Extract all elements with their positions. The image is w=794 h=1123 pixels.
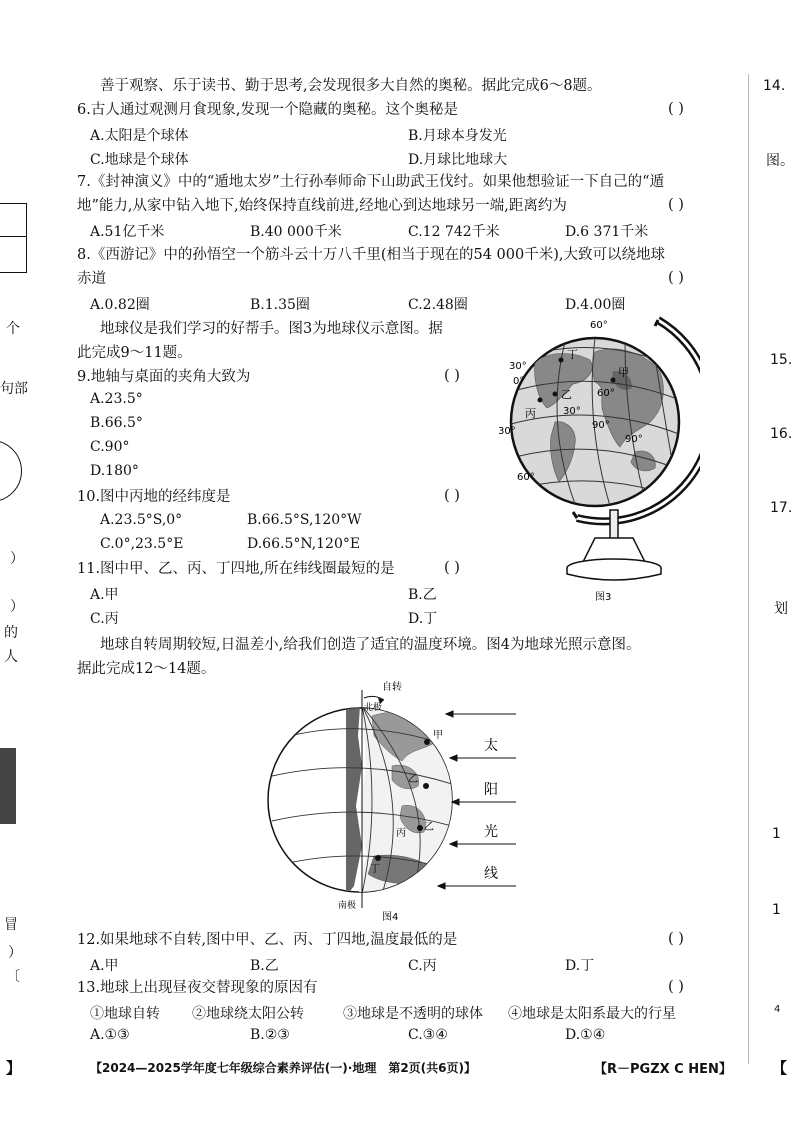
- q8-stem-line2: 赤道: [77, 271, 106, 287]
- q11-option-d: D.丁: [408, 611, 438, 627]
- q13-statement-1: ①地球自转: [90, 1006, 160, 1022]
- q9-stem: 9.地轴与桌面的夹角大致为: [77, 369, 251, 385]
- footer-code: 【R－PGZX C HEN】: [594, 1062, 732, 1077]
- right-margin-q14: 14.: [763, 78, 786, 94]
- q7-stem-line2: 地”能力,从家中钻入地下,始终保持直线前进,经地心到达地球另一端,距离约为: [77, 198, 567, 214]
- q10-stem: 10.图中丙地的经纬度是: [77, 489, 231, 505]
- q13-statement-2: ②地球绕太阳公转: [192, 1006, 304, 1022]
- q13-statement-4: ④地球是太阳系最大的行星: [508, 1006, 676, 1022]
- q11-option-b: B.乙: [408, 587, 437, 603]
- fig3-lon-90: 90°: [592, 420, 610, 431]
- footer-left-bracket: 】: [6, 1059, 22, 1077]
- q13-option-c: C.③④: [408, 1027, 448, 1043]
- left-margin-text-5: 的: [4, 625, 18, 641]
- left-margin-text-9: 〔: [6, 969, 20, 985]
- fig4-south-pole: 南极: [338, 901, 357, 911]
- left-margin-text-7: 冒: [4, 917, 18, 933]
- fig3-caption: 图3: [595, 592, 612, 603]
- right-margin-num-2: 1: [772, 902, 781, 918]
- q10-option-a: A.23.5°S,0°: [100, 512, 183, 528]
- left-margin-text-1: 个: [6, 321, 20, 337]
- fig4-label-jia: 甲: [433, 730, 443, 741]
- left-margin-box: [0, 203, 27, 273]
- fig3-lon-60: 60°: [597, 388, 615, 399]
- q12-option-c: C.丙: [408, 958, 437, 974]
- q9-answer-paren: ( ): [444, 368, 460, 384]
- fig4-label-ding: 丁: [370, 864, 380, 875]
- fig3-label-yi: 乙: [561, 388, 572, 401]
- intro-12-14-line1: 地球自转周期较短,日温差小,给我们创造了适宜的温度环境。图4为地球光照示意图。: [100, 637, 641, 653]
- q12-option-d: D.丁: [565, 958, 595, 974]
- fig3-lon-90b: 90°: [625, 434, 643, 445]
- q7-option-a: A.51亿千米: [90, 224, 165, 240]
- left-margin-text-3: ）: [10, 551, 24, 567]
- fig4-label-bing: 丙: [396, 828, 406, 839]
- q13-option-b: B.②③: [250, 1027, 290, 1043]
- q8-stem-line1: 8.《西游记》中的孙悟空一个筋斗云十万八千里(相当于现在的54 000千米),大致可以绕地球: [77, 247, 665, 263]
- q7-option-d: D.6 371千米: [565, 224, 649, 240]
- q8-answer-paren: ( ): [668, 270, 684, 286]
- fig4-north-pole: 北极: [364, 703, 383, 713]
- q13-answer-paren: ( ): [668, 979, 684, 995]
- intro-12-14-line2: 据此完成12～14题。: [77, 661, 216, 677]
- q8-option-c: C.2.48圈: [408, 297, 468, 313]
- left-margin-text-6: 人: [4, 649, 18, 665]
- q13-option-a: A.①③: [90, 1027, 130, 1043]
- q11-option-a: A.甲: [90, 587, 119, 603]
- footer-page-info: 【2024—2025学年度七年级综合素养评估(一)·地理 第2页(共6页)】: [90, 1061, 476, 1075]
- fig4-sun-3: 光: [484, 824, 498, 840]
- right-margin-q16: 16.: [770, 426, 793, 442]
- fig4-sun-2: 阳: [484, 782, 498, 798]
- left-margin-image-strip: [0, 748, 16, 824]
- q6-option-d: D.月球比地球大: [408, 152, 508, 168]
- fig4-label-yi: 乙: [408, 774, 418, 785]
- q7-option-b: B.40 000千米: [250, 224, 342, 240]
- fig3-lon-30: 30°: [563, 406, 581, 417]
- intro-9-11-line2: 此完成9～11题。: [77, 345, 192, 361]
- fig3-lat-60s: 60°: [517, 472, 535, 483]
- left-margin-text-4: ）: [10, 599, 24, 615]
- q7-answer-paren: ( ): [668, 197, 684, 213]
- q11-option-c: C.丙: [90, 611, 119, 627]
- fig4-rotation-label: 自转: [382, 682, 402, 693]
- right-column-divider: [748, 74, 749, 1064]
- fig3-lat-60n: 60°: [590, 320, 608, 331]
- right-margin-num-3: 4: [774, 1004, 781, 1015]
- fig3-label-jia: 甲: [618, 366, 629, 379]
- fig3-label-bing: 丙: [525, 407, 536, 420]
- q11-stem: 11.图中甲、乙、丙、丁四地,所在纬线圈最短的是: [77, 561, 395, 577]
- q8-option-a: A.0.82圈: [90, 297, 150, 313]
- right-margin-hua: 划: [774, 601, 788, 617]
- q13-option-d: D.①④: [565, 1027, 606, 1043]
- q7-option-c: C.12 742千米: [408, 224, 500, 240]
- left-margin-text-2: 句部: [0, 381, 28, 397]
- left-margin-circle: [0, 440, 22, 502]
- fig3-label-ding: 丁: [567, 348, 578, 361]
- left-margin-text-8: ）: [8, 945, 22, 961]
- q6-answer-paren: ( ): [668, 101, 684, 117]
- footer-right-bracket: 【: [772, 1059, 788, 1077]
- intro-9-11-line1: 地球仪是我们学习的好帮手。图3为地球仪示意图。据: [100, 321, 443, 337]
- q7-stem-line1: 7.《封神演义》中的“遁地太岁”土行孙奉师命下山助武王伐纣。如果他想验证一下自己的“遁: [77, 174, 665, 190]
- q6-option-b: B.月球本身发光: [408, 128, 507, 144]
- figure-4-illumination: [262, 676, 532, 922]
- q6-stem: 6.古人通过观测月食现象,发现一个隐藏的奥秘。这个奥秘是: [77, 102, 458, 118]
- right-margin-q17: 17.: [770, 500, 793, 516]
- q9-option-a: A.23.5°: [90, 391, 143, 407]
- q13-stem: 13.地球上出现昼夜交替现象的原因有: [77, 980, 318, 996]
- q8-option-d: D.4.00圈: [565, 297, 626, 313]
- q11-answer-paren: ( ): [444, 560, 460, 576]
- intro-6-8: 善于观察、乐于读书、勤于思考,会发现很多大自然的奥秘。据此完成6～8题。: [100, 78, 602, 94]
- fig4-sun-4: 线: [484, 866, 498, 882]
- q10-option-c: C.0°,23.5°E: [100, 536, 184, 552]
- q12-option-b: B.乙: [250, 958, 279, 974]
- fig4-caption: 图4: [382, 912, 399, 922]
- q6-option-c: C.地球是个球体: [90, 152, 189, 168]
- fig3-lat-30s: 30°: [498, 426, 516, 437]
- right-margin-tu: 图。: [766, 153, 794, 169]
- q13-statement-3: ③地球是不透明的球体: [343, 1006, 483, 1022]
- fig3-lat-0: 0°: [513, 376, 525, 387]
- q6-option-a: A.太阳是个球体: [90, 128, 189, 144]
- fig4-sun-1: 太: [484, 738, 498, 754]
- fig3-lat-30n: 30°: [509, 361, 527, 372]
- q12-answer-paren: ( ): [668, 931, 684, 947]
- q9-option-b: B.66.5°: [90, 415, 143, 431]
- right-margin-num-1: 1: [772, 826, 781, 842]
- q12-option-a: A.甲: [90, 958, 119, 974]
- q10-option-b: B.66.5°S,120°W: [247, 512, 362, 528]
- fig4-label-yi2: 乙: [424, 822, 434, 833]
- right-margin-q15: 15.: [770, 352, 793, 368]
- q9-option-d: D.180°: [90, 463, 139, 479]
- figure-3-globe: [495, 312, 700, 604]
- q12-stem: 12.如果地球不自转,图中甲、乙、丙、丁四地,温度最低的是: [77, 932, 458, 948]
- q10-option-d: D.66.5°N,120°E: [247, 536, 361, 552]
- q9-option-c: C.90°: [90, 439, 130, 455]
- q8-option-b: B.1.35圈: [250, 297, 310, 313]
- q10-answer-paren: ( ): [444, 488, 460, 504]
